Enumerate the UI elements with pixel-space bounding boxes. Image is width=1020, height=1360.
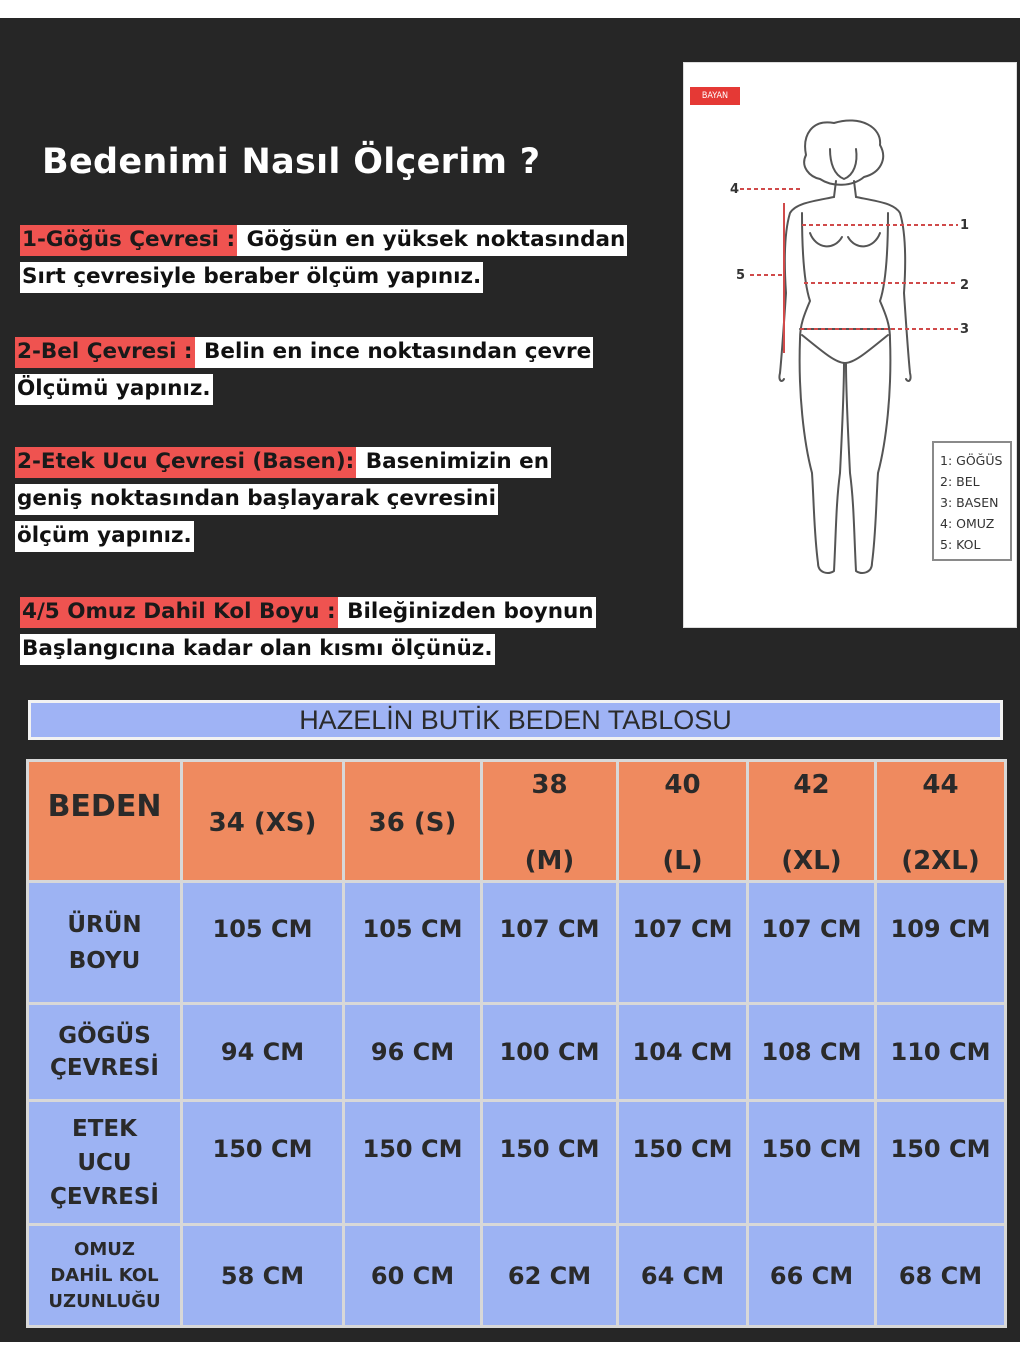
table-cell: 105 CM [344,882,482,1004]
size-header-cell: 38 (M) [482,761,618,882]
page-title: Bedenimi Nasıl Ölçerim ? [42,142,541,182]
table-cell: 107 CM [618,882,748,1004]
instruction-text: Ölçümü yapınız. [15,374,213,405]
table-cell: 107 CM [748,882,876,1004]
marker-3: 3 [960,322,970,337]
instruction-text: ölçüm yapınız. [15,521,194,552]
instruction-text: Belin en ince noktasından çevre [195,337,594,368]
body-measurement-figure [683,62,1017,628]
table-cell: 68 CM [876,1225,1006,1327]
table-cell: 150 CM [876,1101,1006,1225]
size-header-cell: 34 (XS) [182,761,344,882]
table-cell: 105 CM [182,882,344,1004]
gender-tag: BAYAN [690,87,740,105]
table-cell: 150 CM [344,1101,482,1225]
instruction-label: 4/5 Omuz Dahil Kol Boyu : [20,597,338,628]
table-cell: 100 CM [482,1004,618,1101]
legend-item: 4: OMUZ [940,516,995,531]
header-label: BEDEN [28,761,182,882]
table-row [28,1225,1006,1327]
marker-2: 2 [960,278,970,293]
table-cell: 150 CM [748,1101,876,1225]
legend-item: 2: BEL [940,474,980,489]
table-row [28,882,1006,1004]
table-cell: 109 CM [876,882,1006,1004]
table-cell: 64 CM [618,1225,748,1327]
measurement-legend [932,441,1012,561]
instruction-label: 2-Bel Çevresi : [15,337,195,368]
table-cell: 96 CM [344,1004,482,1101]
size-header-cell: 40 (L) [618,761,748,882]
instruction-arm [20,599,596,673]
table-cell: 62 CM [482,1225,618,1327]
row-label: ETEK UCU ÇEVRESİ [28,1101,182,1225]
table-cell: 58 CM [182,1225,344,1327]
instruction-hip [15,449,551,560]
instruction-label: 2-Etek Ucu Çevresi (Basen): [15,447,356,478]
table-cell: 104 CM [618,1004,748,1101]
legend-item: 3: BASEN [940,495,999,510]
table-cell: 107 CM [482,882,618,1004]
marker-1: 1 [960,218,970,233]
instruction-text: Göğsün en yüksek noktasından [237,225,627,256]
table-cell: 108 CM [748,1004,876,1101]
table-cell: 66 CM [748,1225,876,1327]
size-header-row [28,761,1006,882]
table-cell: 110 CM [876,1004,1006,1101]
marker-4: 4 [730,182,740,197]
instruction-text: Basenimizin en [356,447,551,478]
size-table-title: HAZELİN BUTİK BEDEN TABLOSU [28,700,1003,740]
row-label: OMUZ DAHİL KOL UZUNLUĞU [28,1225,182,1327]
instruction-text: geniş noktasından başlayarak çevresini [15,484,498,515]
size-header-cell: 36 (S) [344,761,482,882]
table-cell: 150 CM [182,1101,344,1225]
legend-item: 5: KOL [940,537,981,552]
table-row [28,1004,1006,1101]
instruction-text: Bileğinizden boynun [338,597,596,628]
table-cell: 150 CM [482,1101,618,1225]
table-cell: 60 CM [344,1225,482,1327]
row-label: ÜRÜN BOYU [28,882,182,1004]
size-table [26,759,1007,1328]
legend-item: 1: GÖĞÜS [940,453,1003,468]
size-header-cell: 44 (2XL) [876,761,1006,882]
instruction-chest [20,227,627,301]
row-label: GÖGÜS ÇEVRESİ [28,1004,182,1101]
instruction-text: Başlangıcına kadar olan kısmı ölçünüz. [20,634,495,665]
table-cell: 94 CM [182,1004,344,1101]
table-row [28,1101,1006,1225]
marker-5: 5 [736,268,746,283]
instruction-waist [15,339,593,413]
table-cell: 150 CM [618,1101,748,1225]
size-header-cell: 42 (XL) [748,761,876,882]
instruction-label: 1-Göğüs Çevresi : [20,225,237,256]
instruction-text: Sırt çevresiyle beraber ölçüm yapınız. [20,262,483,293]
